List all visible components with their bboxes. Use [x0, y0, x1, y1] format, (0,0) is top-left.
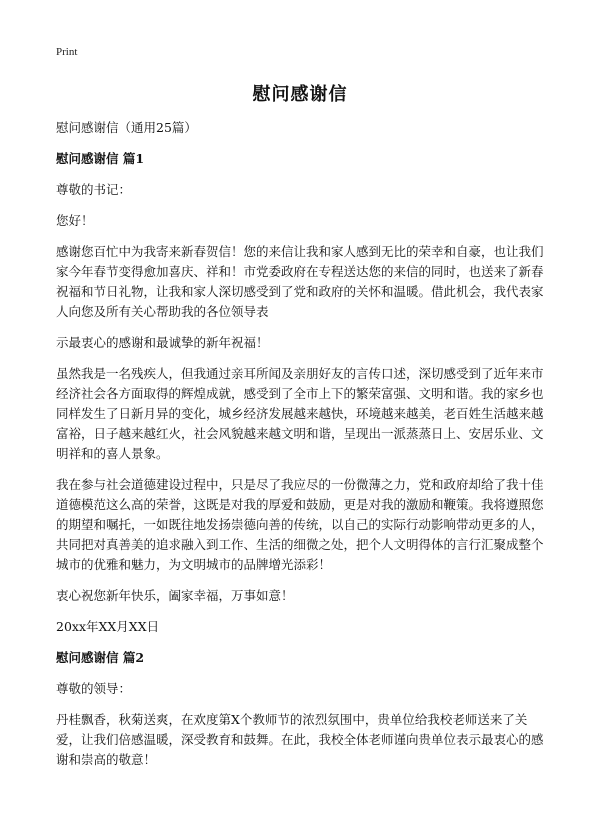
paragraph: 感谢您百忙中为我寄来新春贺信！您的来信让我和家人感到无比的荣幸和自豪，也让我们家今年春节变得愈加喜庆、祥和！市党委政府在专程送达您的来信的同时，也送来了新春祝福和节日礼物，让我和家人深切感受到了党和政府的关怀和温暖。借此机会，我代表家人向您及所有关心帮助我的各位领导表 — [56, 244, 544, 319]
paragraph: 虽然我是一名残疾人，但我通过亲耳所闻及亲朋好友的言传口述，深切感受到了近年来市经济社会各方面取得的辉煌成就，感受到了全市上下的繁荣富强、文明和谐。我的家乡也同样发生了日新月异的变化，城乡经济发展越来越快，环境越来越美，老百姓生活越来越富裕，日子越来越红火，社会风貌越来越文明和谐，呈现出一派蒸蒸日上、安居乐业、文明祥和的喜人景象。 — [56, 366, 544, 461]
document-title: 慰问感谢信 — [252, 84, 348, 105]
salutation: 尊敬的领导： — [56, 681, 132, 696]
paragraph: 丹桂飘香，秋菊送爽，在欢度第X个教师节的浓烈氛围中，贵单位给我校老师送来了关爱，让我们倍感温暖，深受教育和鼓舞。在此，我校全体老师谨向贵单位表示最衷心的感谢和崇高的敬意！ — [56, 712, 544, 767]
greeting: 您好！ — [56, 213, 94, 228]
paragraph: 示最衷心的感谢和最诚挚的新年祝福！ — [56, 335, 269, 350]
salutation: 尊敬的书记： — [56, 182, 132, 197]
paragraph: 衷心祝您新年快乐，阖家幸福，万事如意！ — [56, 588, 294, 603]
document-body — [56, 118, 548, 781]
paragraph: 我在参与社会道德建设过程中，只是尽了我应尽的一份微薄之力，党和政府却给了我十佳道德模范这么高的荣誉，这既是对我的厚爱和鼓励，更是对我的激励和鞭策。我将遵照您的期望和嘱托，一如既往地发扬崇德向善的传统，以自己的实际行动影响带动更多的人，共同把对真善美的追求融入到工作、生活的细微之处，把个人文明得体的言行汇聚成整个城市的优雅和魅力，为文明城市的品牌增光添彩！ — [56, 477, 544, 572]
document-subtitle: 慰问感谢信（通用25篇） — [56, 120, 197, 135]
letter-date: 20xx年XX月XX日 — [56, 619, 160, 634]
section-heading: 慰问感谢信 篇1 — [56, 151, 145, 166]
section-heading: 慰问感谢信 篇2 — [56, 650, 145, 665]
print-label[interactable]: Print — [56, 46, 78, 58]
